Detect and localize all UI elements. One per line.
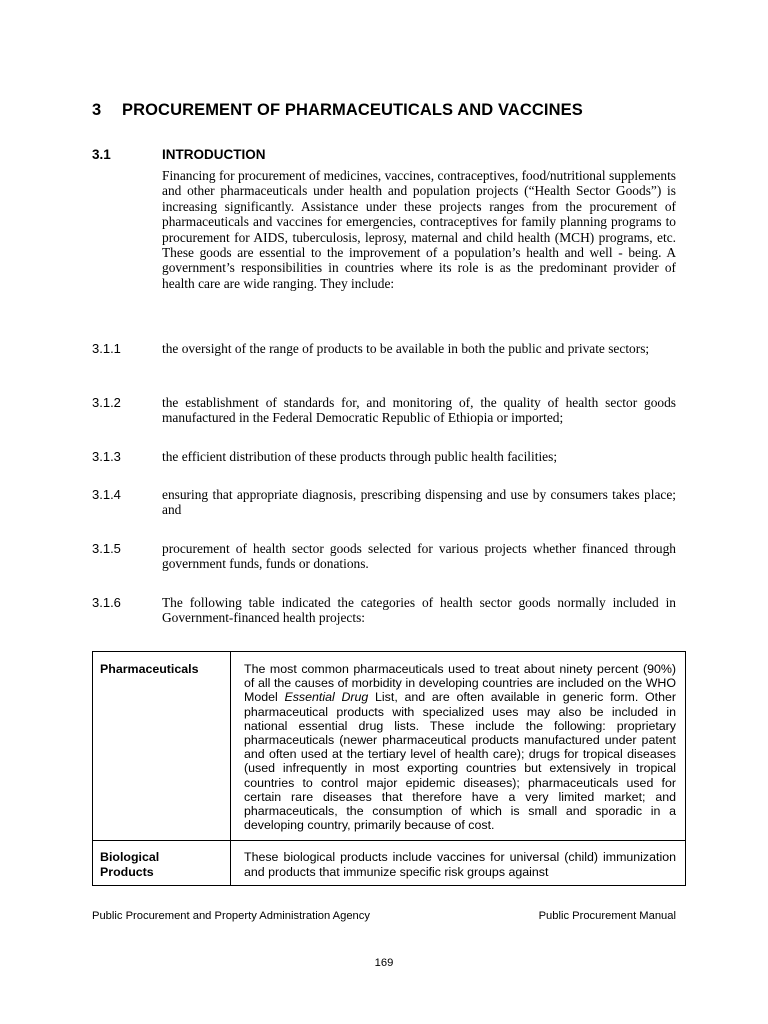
item-text: the efficient distribution of these products through public health facilities;	[162, 449, 558, 464]
category-label: Biological	[100, 850, 160, 865]
item-number: 3.1.2	[92, 395, 121, 410]
item-number: 3.1.3	[92, 449, 121, 464]
chapter-number: 3	[92, 101, 102, 119]
section-title: INTRODUCTION	[162, 147, 266, 162]
description-text: These biological products include vaccines for universal (child) immunization and products that immunize specific risk groups against	[244, 850, 676, 879]
list-item	[92, 395, 676, 426]
item-number: 3.1.5	[92, 541, 121, 556]
item-text: the establishment of standards for, and monitoring of, the quality of health sector goods manufactured in the Federal Democratic Republic of Ethiopia or imported;	[162, 395, 676, 426]
item-text: the oversight of the range of products to be available in both the public and private sectors;	[162, 341, 650, 356]
list-item	[92, 449, 676, 464]
category-label: Products	[100, 864, 154, 879]
page-number: 169	[374, 957, 394, 969]
chapter-title	[92, 101, 583, 120]
table-row	[93, 841, 686, 885]
chapter-title-text: PROCUREMENT OF PHARMACEUTICALS AND VACCINES	[122, 101, 583, 119]
category-cell	[93, 841, 231, 885]
category-cell	[93, 652, 231, 841]
list-item	[92, 341, 676, 356]
footer-agency: Public Procurement and Property Administration Agency	[92, 910, 370, 922]
intro-paragraph: Financing for procurement of medicines, vaccines, contraceptives, food/nutritional supplements and other pharmaceuticals under health and population projects (“Health Sector Goods”) is increasing significantly. Assistance under these projects ranges from the procurement of pharmaceuticals and vaccines for emergencies, contraceptives for family planning programs to procurement for AIDS, tuberculosis, leprosy, maternal and child health (MCH) programs, etc. These goods are essential to the improvement of a population’s health and well - being. A government’s responsibilities in countries where its role is as the predominant provider of health care are wide ranging. They include:	[162, 168, 676, 291]
item-text: The following table indicated the categories of health sector goods normally included in Government-financed health projects:	[162, 595, 676, 626]
item-number: 3.1.6	[92, 595, 121, 610]
section-number: 3.1	[92, 147, 111, 162]
section-heading	[92, 147, 266, 162]
list-item	[92, 487, 676, 518]
table-row	[93, 652, 686, 841]
description-cell	[231, 652, 686, 841]
item-number: 3.1.4	[92, 487, 121, 502]
item-text: procurement of health sector goods selected for various projects whether financed through government funds, funds or donations.	[162, 541, 676, 572]
description-text: The most common pharmaceuticals used to treat about ninety percent (90%) of all the causes of morbidity in developing countries are included on the WHO Model	[244, 662, 676, 705]
list-item	[92, 595, 676, 626]
item-number: 3.1.1	[92, 341, 121, 356]
description-italic-text: Essential Drug	[284, 690, 369, 705]
footer-manual: Public Procurement Manual	[538, 910, 676, 922]
description-cell	[231, 841, 686, 885]
health-goods-table	[92, 651, 686, 886]
description-text-continued: List, and are often available in generic form. Other pharmaceutical products with specialized uses may also be included in national essential drug lists. These include the following: proprietary pharmaceuticals (newer pharmaceutical products manufactured under patent and often used at the tertiary level of health care); drugs for tropical diseases (used infrequently in most exporting countries but extensively in tropical countries to control major epidemic diseases); pharmaceuticals used for certain rare diseases that therefore have a very limited market; and pharmaceuticals, the consumption of which is small and sporadic in a developing country, primarily because of cost.	[244, 690, 676, 833]
item-text: ensuring that appropriate diagnosis, prescribing dispensing and use by consumers takes place; and	[162, 487, 676, 518]
list-item	[92, 541, 676, 572]
category-label: Pharmaceuticals	[100, 662, 199, 676]
